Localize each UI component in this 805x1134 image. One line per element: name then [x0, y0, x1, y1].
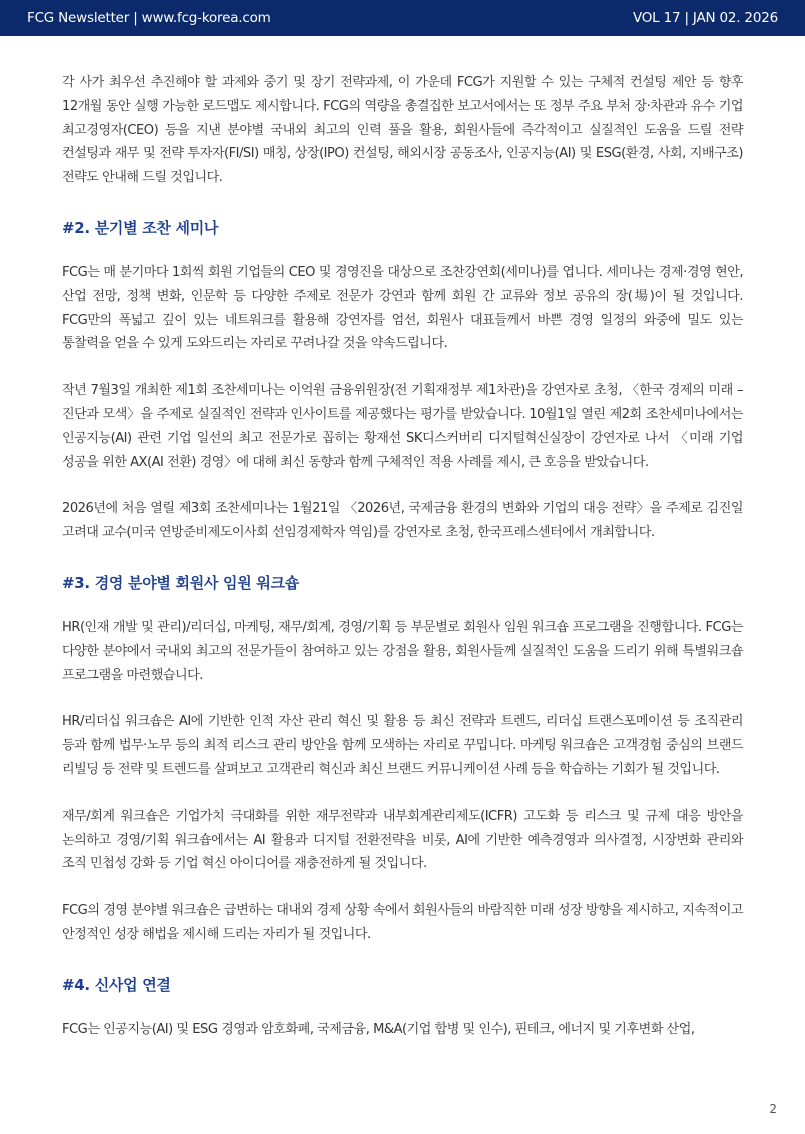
header-volume-date: VOL 17 | JAN 02. 2026 — [632, 10, 778, 26]
seminar-paragraph-3: 2026년에 처음 열릴 제3회 조찬세미나는 1월21일 〈2026년, 국제금융 환경의 변화와 기업의 대응 전략〉을 주제로 김진일 고려대 교수(미국 연방준비제도이사회 선임경제학자 역임)를 강연자로 초청, 한국프레스센터에서 개최합니다. — [62, 501, 743, 541]
page-number: 2 — [769, 1102, 777, 1116]
seminar-paragraph-2: 작년 7월3일 개최한 제1회 조찬세미나는 이억원 금융위원장(전 기획재정부 제1차관)을 강연자로 초청, 〈한국 경제의 미래 – 진단과 모색〉을 주제로 실질적인 전략과 인사이트를 제공했다는 평가를 받았습니다. 10월1일 열린 제2회 조찬세미나에서는 인공지능(AI) 관련 기업 일선의 최고 전문가로 꼽히는 황재선 SK디스커버리 디지털혁신실장이 강연자로 나서 〈미래 기업 성공을 위한 AX(AI 전환) 경영〉에 대해 최신 동향과 함께 구체적인 적용 사례를 제시, 큰 호응을 받았습니다. — [62, 383, 743, 470]
intro-paragraph: 각 사가 최우선 추진해야 할 과제와 중기 및 장기 전략과제, 이 가운데 FCG가 지원할 수 있는 구체적 컨설팅 제안 등 향후 12개월 동안 실행 가능한 로드맵도 제시합니다. FCG의 역량을 총결집한 보고서에서는 또 정부 주요 부처 장·차관과 유수 기업 최고경영자(CEO) 등을 지낸 분야별 국내외 최고의 인력 풀을 활용, 회원사들에 즉각적이고 실질적인 도움을 드릴 전략 컨설팅과 재무 및 전략 투자자(FI/SI) 매칭, 상장(IPO) 컨설팅, 해외시장 공동조사, 인공지능(AI) 및 ESG(환경, 사회, 지배구조) 전략도 안내해 드릴 것입니다. — [62, 75, 743, 186]
section-title-workshop: #3. 경영 분야별 회원사 임원 워크숍 — [62, 573, 299, 592]
workshop-paragraph-2: HR/리더십 워크숍은 AI에 기반한 인적 자산 관리 혁신 및 활용 등 최신 전략과 트렌드, 리더십 트랜스포메이션 등 조직관리 등과 함께 법무·노무 등의 최적 리스크 관리 방안을 함께 모색하는 자리로 꾸밉니다. 마케팅 워크숍은 고객경험 중심의 브랜드 리빌딩 등 전략 및 트렌드를 살펴보고 고객관리 혁신과 최신 브랜드 커뮤니케이션 사례 등을 학습하는 기회가 될 것입니다. — [62, 714, 743, 777]
section-title-seminar: #2. 분기별 조찬 세미나 — [62, 218, 219, 237]
section-title-new-business: #4. 신사업 연결 — [62, 975, 171, 994]
newsletter-header-bar — [0, 0, 805, 36]
workshop-paragraph-4: FCG의 경영 분야별 워크숍은 급변하는 대내외 경제 상황 속에서 회원사들의 바람직한 미래 성장 방향을 제시하고, 지속적이고 안정적인 성장 해법을 제시해 드리는 자리가 될 것입니다. — [62, 903, 743, 942]
workshop-paragraph-1: HR(인재 개발 및 관리)/리더십, 마케팅, 재무/회계, 경영/기획 등 부문별로 회원사 임원 워크숍 프로그램을 진행합니다. FCG는 다양한 분야에서 국내외 최고의 전문가들이 참여하고 있는 강점을 활용, 회원사들께 실질적인 도움을 드리기 위해 특별워크숍 프로그램을 마련했습니다. — [62, 619, 743, 683]
seminar-paragraph-1: FCG는 매 분기마다 1회씩 회원 기업들의 CEO 및 경영진을 대상으로 조찬강연회(세미나)를 엽니다. 세미나는 경제·경영 현안, 산업 전망, 정책 변화, 인문학 등 다양한 주제로 전문가 강연과 함께 회원 간 교류와 정보 공유의 장(場)이 될 것입니다. FCG만의 폭넓고 깊이 있는 네트워크를 활용해 강연자를 엄선, 회원사 대표들께서 바쁜 경영 일정의 와중에 밀도 있는 통찰력을 얻을 수 있게 도와드리는 자리로 꾸려나갈 것을 약속드립니다. — [62, 264, 743, 352]
article-body — [62, 71, 743, 1065]
workshop-paragraph-3: 재무/회계 워크숍은 기업가치 극대화를 위한 재무전략과 내부회계관리제도(ICFR) 고도화 등 리스크 및 규제 대응 방안을 논의하고 경영/기획 워크숍에서는 AI 활용과 디지털 전환전략을 비롯, AI에 기반한 예측경영과 의사결정, 시장변화 관리와 조직 민첩성 강화 등 기업 혁신 아이디어를 재충전하게 될 것입니다. — [62, 808, 743, 872]
new-business-paragraph-1: FCG는 인공지능(AI) 및 ESG 경영과 암호화폐, 국제금융, M&A(기업 합병 및 인수), 핀테크, 에너지 및 기후변화 산업, — [62, 1021, 695, 1037]
header-publication-info: FCG Newsletter | www.fcg-korea.com — [27, 10, 271, 26]
